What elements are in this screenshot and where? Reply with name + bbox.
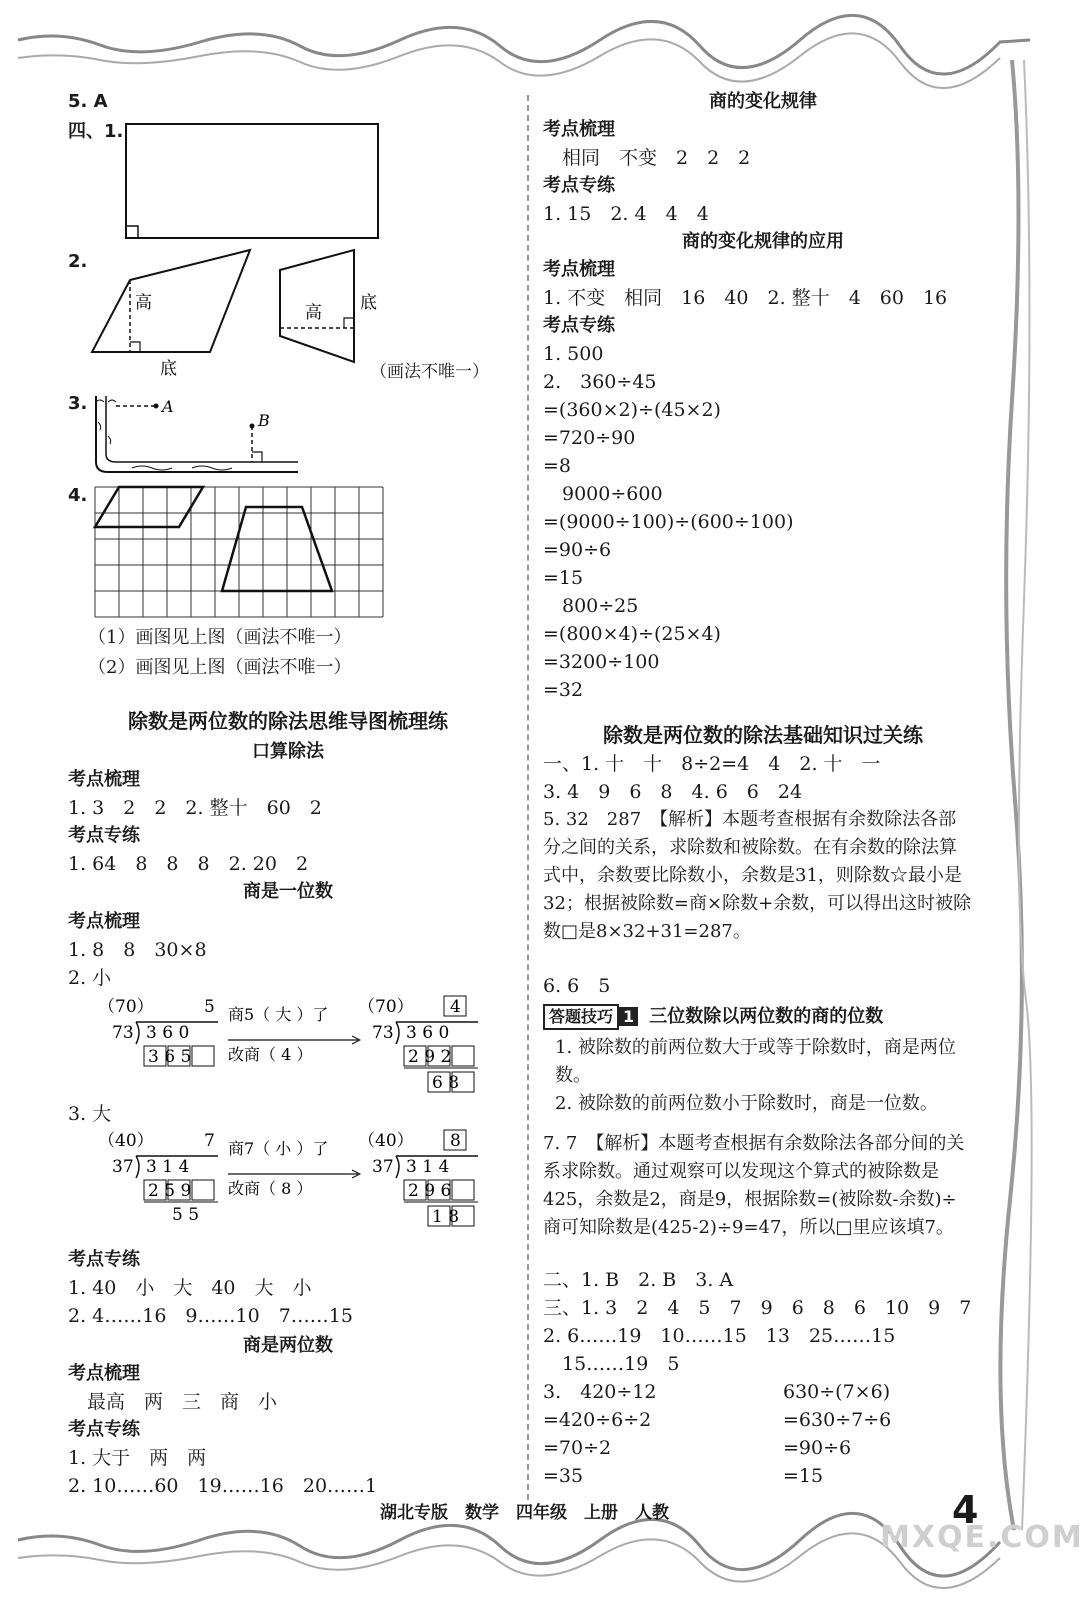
div2-remainder: 5 5 — [172, 1205, 200, 1225]
answer-4-4-1: （1）画图见上图（画法不唯一） — [88, 627, 352, 648]
answer-4-4-label: 4. — [68, 485, 88, 506]
calc-line: =420÷6÷2 — [543, 1409, 652, 1431]
div1-fix: 改商（ 4 ） — [228, 1045, 313, 1064]
watermark: MXQE.COM — [880, 1520, 1084, 1555]
parallelogram-figures — [90, 248, 390, 379]
part3-answer-1: 三、1. 3 2 4 5 7 9 6 8 6 10 9 7 — [543, 1297, 972, 1319]
div2-estimate-2: （40） — [358, 1131, 414, 1151]
answer-4-4-2: （2）画图见上图（画法不唯一） — [88, 657, 352, 678]
div1-product-2: 2 9 2 — [408, 1047, 452, 1067]
subtitle-two-digit-quotient: 商是两位数 — [243, 1335, 333, 1356]
kaodian-shuli-2-answer-1: 1. 8 8 30×8 — [68, 939, 207, 961]
calc-line: =8 — [543, 455, 572, 477]
calc-line: =90÷6 — [543, 539, 612, 561]
part2-answers: 二、1. B 2. B 3. A — [543, 1269, 734, 1291]
r-kaodian-shuli-2-answers: 1. 不变 相同 16 40 2. 整十 4 60 16 — [543, 287, 948, 309]
part3-answer-3-col-a — [543, 1378, 657, 1490]
column-divider — [527, 95, 529, 1500]
calc-line: 3. 420÷12 — [543, 1381, 657, 1403]
calc-line: =(360×2)÷(45×2) — [543, 399, 721, 421]
kaodian-zhuanlian-1: 考点专练 — [68, 825, 140, 846]
div1-dividend-2: 3 6 0 — [406, 1023, 450, 1043]
div2-product-2: 2 9 6 — [408, 1181, 452, 1201]
calc-line: =70÷2 — [543, 1437, 612, 1459]
r-kaodian-zhuanlian-2: 考点专练 — [543, 315, 615, 336]
r-kaodian-zhuanlian-1-answers: 1. 15 2. 4 4 4 — [543, 203, 709, 225]
r-kaodian-zhuanlian-2-answer-1: 1. 500 — [543, 343, 604, 365]
tip-point-2: 2. 被除数的前两位数小于除数时，商是一位数。 — [555, 1093, 938, 1114]
kaodian-shuli-3-answers: 最高 两 三 商 小 — [68, 1391, 278, 1413]
div2-dividend: 3 1 4 — [146, 1157, 190, 1177]
div1-remainder-2: 6 8 — [432, 1073, 460, 1093]
part1-answers-3-4: 3. 4 9 6 8 4. 6 6 24 — [543, 781, 803, 803]
subtitle-oral-division: 口算除法 — [252, 741, 324, 762]
kaodian-shuli-1-answers: 1. 3 2 2 2. 整十 60 2 — [68, 797, 322, 819]
grid-figure — [94, 486, 386, 618]
r-kaodian-shuli-2: 考点梳理 — [543, 259, 615, 280]
div1-dividend: 3 6 0 — [146, 1023, 190, 1043]
answer-4-1-label: 四、1. — [68, 121, 124, 142]
div2-dividend-2: 3 1 4 — [406, 1157, 450, 1177]
div1-quotient-2: 4 — [450, 997, 461, 1017]
calc-line: =32 — [543, 679, 584, 701]
calc-line: 800÷25 — [543, 595, 639, 617]
kaodian-zhuanlian-2: 考点专练 — [68, 1249, 140, 1270]
kaodian-zhuanlian-3-answer-1: 1. 大于 两 两 — [68, 1447, 207, 1469]
kaodian-zhuanlian-1-answers: 1. 64 8 8 8 2. 20 2 — [68, 853, 309, 875]
div1-product: 3 6 5 — [148, 1047, 192, 1067]
part1-answer-7: 7. 7 【解析】本题考查根据有余数除法各部分间的关系求除数。通过观察可以发现这个算式的被除数是425，余数是2，商是9，根据除数=(被除数-余数)÷商可知除数是(425-2)÷9=47，所以□里应该填7。 — [543, 1133, 965, 1238]
answer-5: 5. A — [68, 91, 108, 112]
long-division-1 — [88, 992, 508, 1092]
div1-estimate-2: （70） — [358, 997, 414, 1017]
section-title-mindmap: 除数是两位数的除法思维导图梳理练 — [128, 709, 448, 733]
river-figure — [92, 392, 302, 478]
calc-line: =630÷7÷6 — [783, 1409, 892, 1431]
long-division-2 — [88, 1126, 508, 1236]
fig2-base-label-2: 底 — [360, 293, 377, 313]
r-kaodian-zhuanlian-1: 考点专练 — [543, 175, 615, 196]
kaodian-zhuanlian-2-answer-2: 2. 4……16 9……10 7……15 — [68, 1305, 353, 1327]
kaodian-shuli-2: 考点梳理 — [68, 911, 140, 932]
div2-divisor-2: 37 — [372, 1157, 394, 1177]
part3-answer-2a: 2. 6……19 10……15 13 25……15 — [543, 1325, 896, 1347]
div2-quotient: 7 — [204, 1131, 215, 1151]
answer-4-3-label: 3. — [68, 393, 88, 414]
kaodian-zhuanlian-3: 考点专练 — [68, 1419, 140, 1440]
kaodian-zhuanlian-2-answer-1: 1. 40 小 大 40 大 小 — [68, 1277, 312, 1299]
page-number: 4 — [952, 1488, 979, 1532]
div1-quotient: 5 — [204, 997, 215, 1017]
kaodian-shuli-2-answer-2: 2. 小 — [68, 967, 112, 989]
r-kaodian-shuli-1-answers: 相同 不变 2 2 2 — [543, 147, 751, 169]
kaodian-shuli-3: 考点梳理 — [68, 1363, 140, 1384]
note-drawing-not-unique: （画法不唯一） — [370, 362, 489, 382]
calc-line: =(800×4)÷(25×4) — [543, 623, 721, 645]
fig2-height-label-2: 高 — [305, 303, 322, 323]
part3-answer-3-col-b — [783, 1378, 891, 1490]
calc-line: 9000÷600 — [543, 483, 663, 505]
rectangle-figure — [124, 122, 384, 242]
part3-answer-2b: 15……19 5 — [543, 1353, 680, 1375]
calc-line: =720÷90 — [543, 427, 636, 449]
subtitle-quotient-change-rule: 商的变化规律 — [709, 91, 817, 112]
div2-divisor: 37 — [112, 1157, 134, 1177]
footer-text: 湖北专版 数学 四年级 上册 人教 — [380, 1503, 669, 1523]
part1-answer-5: 5. 32 287 【解析】本题考查根据有余数除法各部分之间的关系，求除数和被除数。在有余数的除法算式中，余数要比除数小，余数是31，则除数☆最小是32；根据被除数=商×除数+余数，可以得出这时被除数□是8×32+31=287。 — [543, 809, 972, 942]
div1-divisor-2: 73 — [372, 1023, 394, 1043]
div1-note: 商5（ 大 ）了 — [228, 1005, 329, 1024]
div2-remainder-2: 1 8 — [432, 1207, 460, 1227]
calc-line: 630÷(7×6) — [783, 1381, 891, 1403]
calc-line: =90÷6 — [783, 1437, 852, 1459]
div2-estimate: （40） — [98, 1131, 154, 1151]
tip-number: 1 — [619, 1007, 638, 1026]
div1-estimate: （70） — [98, 997, 154, 1017]
point-b-label: B — [258, 411, 270, 430]
left-column — [68, 88, 518, 1497]
point-a-label: A — [162, 397, 174, 416]
div2-note: 商7（ 小 ）了 — [228, 1139, 329, 1158]
div2-product: 2 5 9 — [148, 1181, 192, 1201]
kaodian-shuli-1: 考点梳理 — [68, 769, 140, 790]
div2-quotient-2: 8 — [450, 1131, 461, 1151]
answer-4-2-label: 2. — [68, 251, 88, 272]
kaodian-zhuanlian-3-answer-2: 2. 10……60 19……16 20……1 — [68, 1475, 378, 1497]
tip-header — [543, 1002, 973, 1030]
r-kaodian-shuli-1: 考点梳理 — [543, 119, 615, 140]
subtitle-one-digit-quotient: 商是一位数 — [243, 881, 333, 902]
calc-line: 2. 360÷45 — [543, 371, 657, 393]
part1-answer-6: 6. 6 5 — [543, 975, 611, 997]
div1-divisor: 73 — [112, 1023, 134, 1043]
fig2-base-label-1: 底 — [160, 359, 177, 379]
part1-answers-1-2: 一、1. 十 十 8÷2=4 4 2. 十 一 — [543, 753, 881, 775]
div2-fix: 改商（ 8 ） — [228, 1179, 313, 1198]
calc-line: =3200÷100 — [543, 651, 660, 673]
calc-line: =35 — [543, 1465, 584, 1487]
tip-title: 三位数除以两位数的商的位数 — [649, 1006, 884, 1027]
calc-line: =(9000÷100)÷(600÷100) — [543, 511, 794, 533]
kaodian-shuli-2-answer-3: 3. 大 — [68, 1103, 112, 1125]
calculation-block — [543, 368, 793, 704]
section-title-basic-knowledge: 除数是两位数的除法基础知识过关练 — [603, 723, 923, 747]
subtitle-rule-application: 商的变化规律的应用 — [682, 231, 844, 252]
fig2-height-label-1: 高 — [135, 293, 152, 313]
tip-label: 答题技巧 — [543, 1004, 619, 1030]
calc-line: =15 — [783, 1465, 824, 1487]
tip-point-1: 1. 被除数的前两位数大于或等于除数时，商是两位数。 — [555, 1037, 956, 1086]
calc-line: =15 — [543, 567, 584, 589]
